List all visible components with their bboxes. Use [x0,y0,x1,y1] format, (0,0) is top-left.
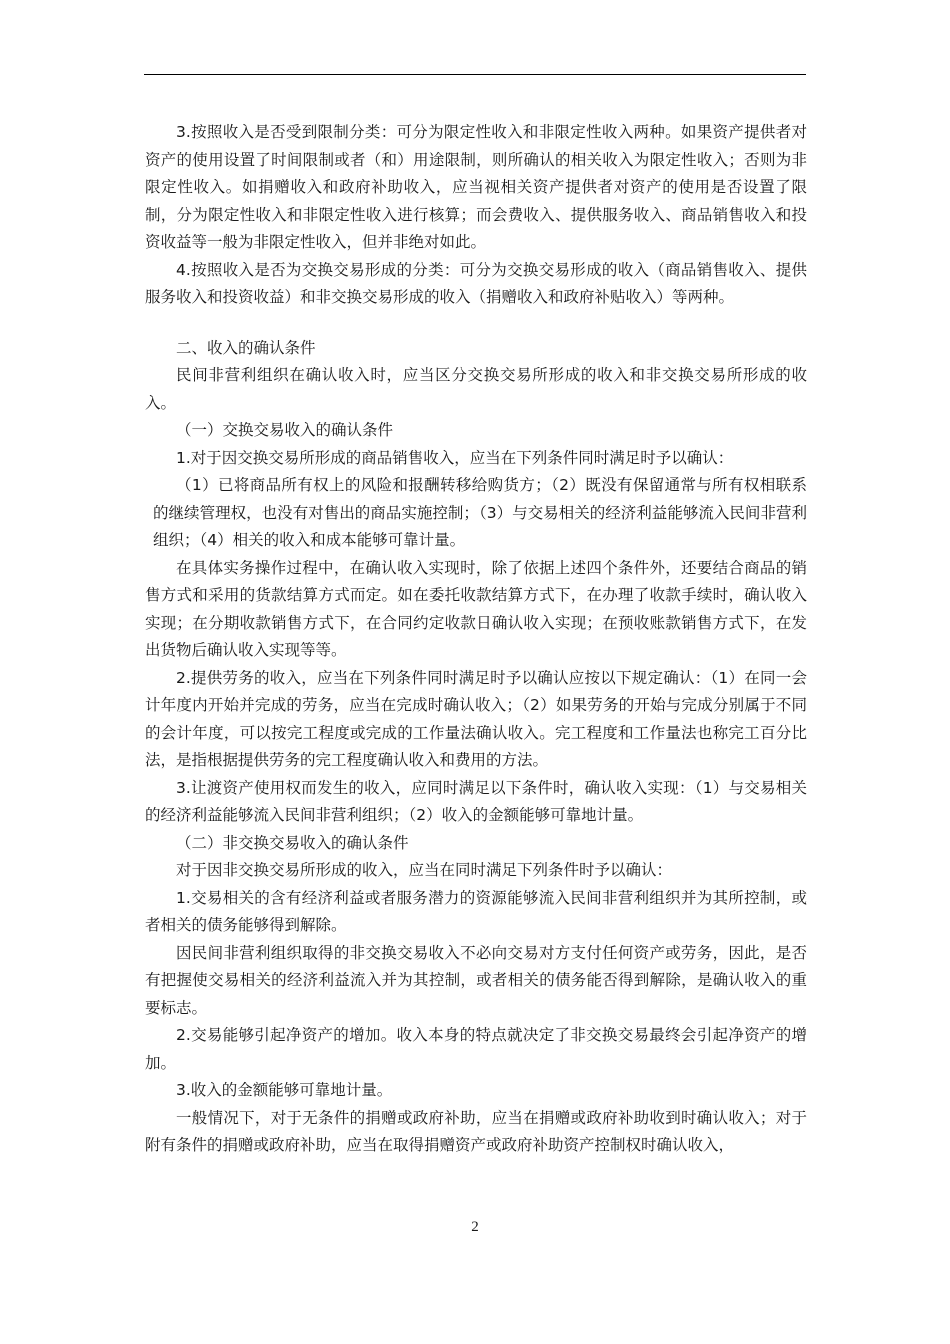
paragraph: 因民间非营利组织取得的非交换交易收入不必向交易对方支付任何资产或劳务，因此，是否有把握使交易相关的经济利益流入并为其控制，或者相关的债务能否得到解除，是确认收入的重要标志。 [145,943,807,1017]
paragraph: 对于因非交换交易所形成的收入，应当在同时满足下列条件时予以确认： [176,861,673,879]
subsection-heading: （一）交换交易收入的确认条件 [176,421,394,439]
page-number: 2 [471,1219,479,1235]
subsection-heading: （二）非交换交易收入的确认条件 [176,833,409,852]
paragraph: 1.对于因交换交易所形成的商品销售收入，应当在下列条件同时满足时予以确认： [176,448,734,467]
paragraph: 1.交易相关的含有经济利益或者服务潜力的资源能够流入民间非营利组织并为其所控制，或者相关的债务能够得到解除。 [145,888,807,934]
paragraph: 一般情况下，对于无条件的捐赠或政府补助，应当在捐赠或政府补助收到时确认收入；对于附有条件的捐赠或政府补助，应当在取得捐赠资产或政府补助资产控制权时确认收入， [145,1108,807,1154]
paragraph: 4.按照收入是否为交换交易形成的分类：可分为交换交易形成的收入（商品销售收入、提供服务收入和投资收益）和非交换交易形成的收入（捐赠收入和政府补贴收入）等两种。 [145,260,807,306]
paragraph: 民间非营利组织在确认收入时，应当区分交换交易所形成的收入和非交换交易所形成的收入。 [145,366,807,412]
header-rule [144,74,806,75]
section-heading: 二、收入的确认条件 [176,338,316,357]
paragraph: 3.按照收入是否受到限制分类：可分为限定性收入和非限定性收入两种。如果资产提供者对资产的使用设置了时间限制或者（和）用途限制，则所确认的相关收入为限定性收入；否则为非限定性收入。如捐赠收入和政府补助收入，应当视相关资产提供者对资产的使用是否设置了限制，分为限定性收入和非限定性收入进行核算；而会费收入、提供服务收入、商品销售收入和投资收益等一般为非限定性收入，但并非绝对如此。 [145,123,807,251]
paragraph: 3.让渡资产使用权而发生的收入，应同时满足以下条件时，确认收入实现：（1）与交易相关的经济利益能够流入民间非营利组织；（2）收入的金额能够可靠地计量。 [145,778,807,824]
paragraph: 2.提供劳务的收入，应当在下列条件同时满足时予以确认应按以下规定确认：（1）在同一会计年度内开始并完成的劳务，应当在完成时确认收入；（2）如果劳务的开始与完成分别属于不同的会计年度，可以按完工程度或完成的工作量法确认收入。完工程度和工作量法也称完工百分比法，是指根据提供劳务的完工程度确认收入和费用的方法。 [145,668,807,769]
paragraph: 在具体实务操作过程中，在确认收入实现时，除了依据上述四个条件外，还要结合商品的销售方式和采用的货款结算方式而定。如在委托收款结算方式下，在办理了收款手续时，确认收入实现；在分期收款销售方式下，在合同约定收款日确认收入实现；在预收账款销售方式下，在发出货物后确认收入实现等等。 [145,558,807,659]
paragraph: （1）已将商品所有权上的风险和报酬转移给购货方；（2）既没有保留通常与所有权相联系的继续管理权，也没有对售出的商品实施控制；（3）与交易相关的经济利益能够流入民间非营利组织；（4）相关的收入和成本能够可靠计量。 [153,476,807,549]
paragraph: 2.交易能够引起净资产的增加。收入本身的特点就决定了非交换交易最终会引起净资产的增加。 [145,1026,807,1072]
body-text [145,119,807,1160]
paragraph: 3.收入的金额能够可靠地计量。 [176,1081,393,1099]
